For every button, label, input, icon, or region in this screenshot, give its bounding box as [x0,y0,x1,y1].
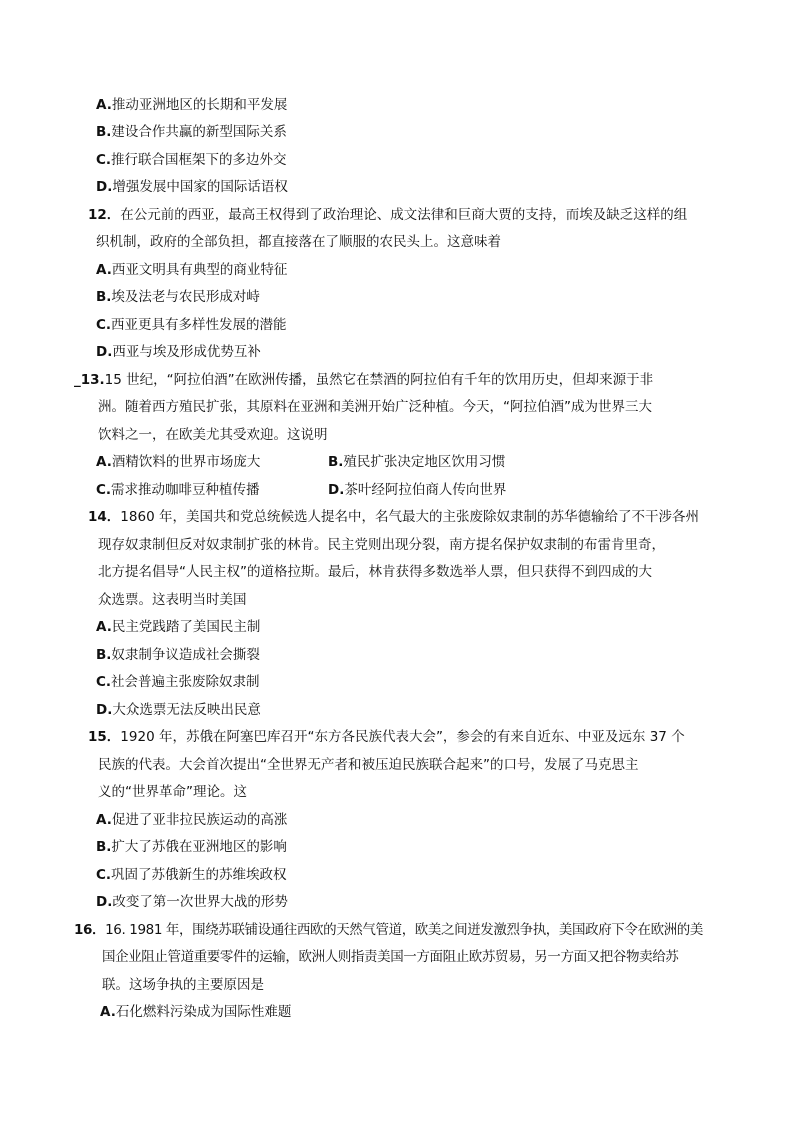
option-a: A.推动亚洲地区的长期和平发展 [96,97,288,113]
question-number: 12． [88,207,121,223]
option-c: C.需求推动咖啡豆种植传播 [96,482,260,498]
question-number: 16． [74,922,106,938]
question-stem-line: 联。这场争执的主要原因是 [102,977,264,993]
question-stem-line: 16．16. 1981 年，围绕苏联铺设通往西欧的天然气管道，欧美之间迸发激烈争执，美国政府下令在欧洲的美 [74,922,704,938]
option-b: B.扩大了苏俄在亚洲地区的影响 [96,839,287,855]
option-d: D.改变了第一次世界大战的形势 [96,894,288,910]
option-d: D.增强发展中国家的国际话语权 [96,179,288,195]
question-stem-line: 14．1860 年，美国共和党总统候选人提名中，名气最大的主张废除奴隶制的苏华德输给了不干涉各州 [88,509,699,525]
option-a: A.酒精饮料的世界市场庞大 [96,454,261,470]
option-d: D.大众选票无法反映出民意 [96,702,261,718]
option-a: A.民主党践踏了美国民主制 [96,619,261,635]
option-b: B.埃及法老与农民形成对峙 [96,289,260,305]
option-b: B.建设合作共赢的新型国际关系 [96,124,287,140]
question-stem-line: 国企业阻止管道重要零件的运输，欧洲人则指责美国一方面阻止欧苏贸易，另一方面又把谷物卖给苏 [102,949,679,965]
option-a: A.促进了亚非拉民族运动的高涨 [96,812,288,828]
option-d: D.茶叶经阿拉伯商人传向世界 [328,482,507,498]
option-c: C.巩固了苏俄新生的苏维埃政权 [96,867,287,883]
option-c: C.推行联合国框架下的多边外交 [96,152,287,168]
question-stem-line: 织机制，政府的全部负担，都直接落在了顺服的农民头上。这意味着 [96,234,501,250]
question-stem-line: _13.15 世纪，“阿拉伯酒”在欧洲传播，虽然它在禁酒的阿拉伯有千年的饮用历史，但却来源于非 [74,372,654,388]
question-stem-line: 义的“世界革命”理论。这 [98,784,247,800]
question-stem-line: 15．1920 年，苏俄在阿塞巴库召开“东方各民族代表大会”，参会的有来自近东、中亚及远东 37 个 [88,729,685,745]
question-stem-line: 众选票。这表明当时美国 [98,592,247,608]
question-stem-line: 民族的代表。大会首次提出“全世界无产者和被压迫民族联合起来”的口号，发展了马克思主 [98,757,639,773]
option-c: C.西亚更具有多样性发展的潜能 [96,317,287,333]
question-number: 14． [88,509,121,525]
question-stem-line: 12．在公元前的西亚，最高王权得到了政治理论、成文法律和巨商大贾的支持，而埃及缺乏这样的组 [88,207,688,223]
question-stem-line: 现存奴隶制但反对奴隶制扩张的林肯。民主党则出现分裂，南方提名保护奴隶制的布雷肯里奇， [98,537,665,553]
question-stem-line: 北方提名倡导“人民主权”的道格拉斯。最后，林肯获得多数选举人票，但只获得不到四成的大 [98,564,652,580]
question-number: _13. [74,372,105,388]
option-c: C.社会普遍主张废除奴隶制 [96,674,260,690]
option-b: B.殖民扩张决定地区饮用习惯 [328,454,506,470]
question-stem-line: 饮料之一，在欧美尤其受欢迎。这说明 [98,427,328,443]
option-a: A.石化燃料污染成为国际性难题 [100,1004,292,1020]
question-stem-line: 洲。随着西方殖民扩张，其原料在亚洲和美洲开始广泛种植。今天，“阿拉伯酒”成为世界三大 [98,399,652,415]
option-b: B.奴隶制争议造成社会撕裂 [96,647,260,663]
question-number: 15． [88,729,121,745]
option-d: D.西亚与埃及形成优势互补 [96,344,261,360]
option-a: A.西亚文明具有典型的商业特征 [96,262,288,278]
